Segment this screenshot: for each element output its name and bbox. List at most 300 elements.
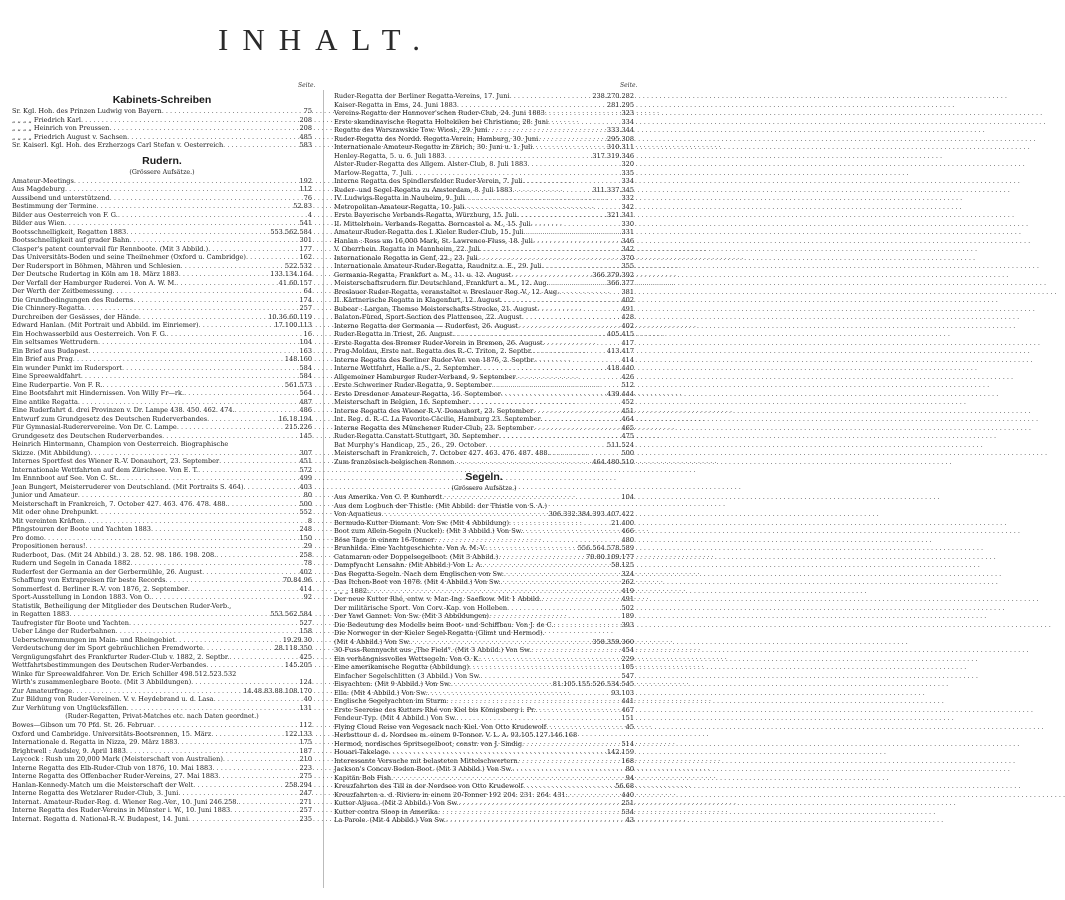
entry-page: 14.48.83.88.108.170 — [243, 686, 312, 695]
index-entry — [12, 355, 312, 364]
entry-page: 112 — [299, 185, 312, 193]
index-entry — [12, 287, 312, 296]
dot-leader — [451, 680, 551, 689]
entry-title: in Regatten 1883 — [12, 610, 70, 618]
entry-page: 486 — [299, 406, 312, 414]
dot-leader — [512, 186, 590, 195]
entry-title: Sport-Ausstellung in London 1883. Von O. — [12, 593, 152, 601]
dot-leader — [510, 92, 591, 101]
entry-page: 21.400 — [611, 518, 634, 527]
index-entry — [334, 152, 634, 161]
entry-page: 370 — [621, 253, 634, 262]
index-entry — [12, 815, 312, 824]
dot-leader — [102, 381, 282, 390]
entry-page: 541 — [299, 219, 312, 227]
dot-leader — [464, 203, 619, 212]
dot-leader — [127, 133, 297, 142]
entry-title: Rudern und Segeln in Canada 1882 — [12, 559, 131, 567]
entry-page: 151 — [621, 714, 634, 722]
entry-title: Der Werth der Zeitbemessung — [12, 287, 113, 295]
index-entry — [12, 491, 312, 500]
entry-title: La Parole. (Mit 4 Abbild.) Von Sw. — [334, 816, 446, 824]
entry-page: 133.134.164 — [270, 270, 312, 278]
dot-leader — [126, 747, 298, 756]
entry-page: 402 — [621, 296, 634, 304]
index-entry — [12, 661, 312, 670]
entry-page: 466 — [621, 527, 634, 535]
entry-page: 238.270.282 — [592, 92, 634, 100]
dot-leader — [133, 296, 297, 305]
entry-title: Bootsschnelligkeit auf grader Bahn — [12, 236, 130, 244]
dot-leader — [522, 313, 620, 322]
dot-leader — [535, 356, 619, 365]
entry-page: 405.415 — [606, 330, 634, 338]
entry-page: 414 — [621, 355, 634, 364]
entry-title: Interessante Versuche mit belasteten Mittelschwertern — [334, 756, 518, 765]
entry-page: 104 — [621, 493, 634, 501]
entry-title: Bilder aus Oesterreich von F. G. — [12, 210, 118, 219]
entry-title: Von Aquaticus — [334, 510, 382, 518]
index-entry — [12, 738, 312, 747]
entry-title: Herbsttour d. d. Nordsee m. einem 9-Tonner. V. L. A. 93.105.127.146.168 — [334, 731, 578, 739]
entry-title: Die Bedeutung des Modells beim Boot- und Schiffbau. Von J. de C. — [334, 620, 554, 629]
entry-title: Ueberschwemmungen im Main- und Rheingebiet — [12, 635, 176, 644]
index-entry — [334, 510, 634, 519]
dot-leader — [536, 706, 620, 715]
entry-title: Schaffung von Extrapreisen für beste Records — [12, 576, 166, 584]
entry-page: 70.84.96 — [282, 576, 312, 584]
entry-page: 572 — [299, 465, 312, 474]
entry-page: 94 — [625, 773, 634, 782]
index-entry — [12, 449, 312, 458]
entry-title: Internationale Regatta in Genf, 22., 23. Juli — [334, 253, 478, 262]
entry-page: 80 — [625, 765, 634, 773]
index-entry — [12, 602, 312, 611]
index-entry — [334, 553, 634, 562]
dot-leader — [74, 177, 298, 186]
entry-page: 258 — [299, 550, 312, 559]
index-entry — [334, 663, 634, 672]
entry-title: Pro domo — [12, 533, 44, 542]
dot-leader — [191, 678, 297, 687]
index-entry — [334, 92, 634, 101]
dot-leader — [151, 593, 301, 602]
entry-page: 335 — [621, 168, 634, 177]
index-entry — [12, 296, 312, 305]
dot-leader — [531, 220, 620, 229]
entry-title: Laycock : Rush um 20,000 Mark (Meisterschaft von Australien) — [12, 755, 223, 763]
dot-leader — [511, 271, 590, 280]
index-entry — [334, 774, 634, 783]
entry-title: Eine Ruderpartie. Von F. R. — [12, 380, 103, 389]
entry-title: Hanlan-Kennedy-Match um die Meisterschaft der Welt — [12, 780, 194, 789]
index-entry — [334, 638, 634, 647]
index-entry — [12, 593, 312, 602]
index-entry — [334, 782, 634, 791]
index-entry — [12, 304, 312, 313]
index-entry — [334, 502, 634, 511]
entry-page: 491 — [621, 595, 634, 603]
entry-title: Oxford und Cambridge. Universitäts-Bootsrennen, 15. März — [12, 729, 212, 738]
dot-leader — [501, 390, 605, 399]
index-entry — [334, 347, 634, 356]
entry-title: Ueber Länge der Ruderbahnen — [12, 627, 116, 635]
entry-page: 514 — [621, 739, 634, 748]
entry-page: 452 — [621, 398, 634, 406]
entry-page: 334 — [621, 177, 634, 185]
entry-title: Böse Tage in einem 16-Tonner — [334, 535, 435, 544]
entry-title: Interne Regatta des Berliner Ruder-Ver. von 1876, 2. Septbr. — [334, 355, 536, 364]
entry-title: Interne Regatta des Münchener Ruder-Club, 23. September — [334, 423, 534, 432]
dot-leader — [122, 364, 298, 373]
dot-leader — [175, 636, 281, 645]
index-entry — [334, 714, 634, 723]
entry-page: 29 — [303, 542, 312, 550]
index-entry — [12, 389, 312, 398]
entry-page: 75 — [303, 107, 312, 115]
entry-title: Wettfahrtsbestimmungen des Deutschen Ruder-Verbandes — [12, 661, 207, 669]
index-entry — [334, 186, 634, 195]
entry-page: 310.311 — [606, 143, 634, 151]
entry-page: 342 — [621, 245, 634, 253]
entry-title: Amateur-Ruder-Regatta des I. Kieler Ruder-Club, 15. Juli — [334, 228, 524, 236]
entry-page: 428 — [621, 313, 634, 321]
index-entry — [12, 687, 312, 696]
index-entry — [334, 160, 634, 169]
index-entry — [12, 474, 312, 483]
entry-page — [231, 602, 233, 611]
index-entry — [334, 313, 634, 322]
entry-page: 583 — [299, 141, 312, 149]
entry-page: 80 — [303, 491, 312, 499]
dot-leader — [523, 527, 620, 536]
entry-page: 324 — [621, 569, 634, 578]
entry-page: 229 — [621, 654, 634, 663]
dot-leader — [537, 305, 619, 314]
entry-page: 500 — [621, 449, 634, 457]
index-entry — [12, 124, 312, 133]
entry-title: Der militärische Sport. Von Corv.-Kap. von Holleben — [334, 603, 508, 612]
dot-leader — [545, 109, 620, 118]
index-entry — [334, 228, 634, 237]
index-entry — [12, 695, 312, 704]
dot-leader — [218, 772, 297, 781]
index-entry — [12, 704, 312, 713]
entry-page: 534 — [621, 807, 634, 816]
index-entry — [334, 203, 634, 212]
index-entry — [334, 731, 634, 740]
dot-leader — [442, 493, 619, 502]
entry-page: 257 — [299, 304, 312, 312]
entry-page: 58.125 — [611, 561, 634, 569]
dot-leader — [127, 704, 298, 713]
entry-page: 105 — [621, 663, 634, 671]
entry-title: Internat. Regatta d. National-R.-V. Budapest, 14. Juni — [12, 814, 189, 823]
dot-leader — [69, 610, 268, 619]
index-entry — [12, 789, 312, 798]
dot-leader — [129, 236, 297, 245]
entry-page: 564 — [299, 389, 312, 397]
entry-page: 262 — [621, 578, 634, 586]
dot-leader — [223, 755, 298, 764]
index-entry — [12, 636, 312, 645]
entry-title: Mit oder ohne Drehpunkt — [12, 508, 97, 516]
index-entry — [334, 330, 634, 339]
index-entry — [334, 493, 634, 502]
entry-title: Ruder- und Segel-Regatta zu Amsterdam, 8. Juli 1883 — [334, 185, 513, 194]
index-entry — [12, 381, 312, 390]
index-entry — [12, 364, 312, 373]
dot-leader — [369, 587, 619, 596]
entry-title: Dampfyacht Lensahn. (Mit Abbild.) Von L. A. — [334, 561, 483, 569]
index-entry — [334, 424, 634, 433]
dot-leader — [176, 279, 276, 288]
dot-leader — [211, 730, 283, 739]
entry-page: 81.105.155.526.534.545 — [552, 680, 634, 688]
index-entry — [12, 219, 312, 228]
regatta-note: (Ruder-Regatten, Privat-Matches etc. nach Daten geordnet.) — [65, 713, 259, 720]
dot-leader — [206, 661, 283, 670]
index-entry — [12, 133, 312, 142]
index-entry — [12, 398, 312, 407]
entry-title: Eine antike Regatta — [12, 397, 78, 406]
entry-page: 355 — [621, 262, 634, 270]
index-entry — [12, 347, 312, 356]
entry-page: 556.564.578.589 — [577, 544, 634, 552]
dot-leader — [109, 124, 297, 133]
index-entry — [334, 237, 634, 246]
index-entry — [12, 806, 312, 815]
entry-title: Internationale d. Regatta in Nizza, 29. März 1883 — [12, 738, 178, 746]
dot-leader — [98, 338, 297, 347]
entry-page: 426 — [621, 372, 634, 381]
dot-leader — [65, 185, 298, 194]
entry-page: 56.68 — [615, 782, 634, 790]
dot-leader — [78, 398, 298, 407]
entry-page: 19.29.30 — [282, 635, 312, 644]
index-entry — [334, 527, 634, 536]
dot-leader — [165, 576, 280, 585]
entry-title: „ „ „ „ Friedrich August v. Sachsen — [12, 132, 128, 141]
dot-leader — [410, 638, 590, 647]
index-entry — [12, 194, 312, 203]
index-entry — [334, 561, 634, 570]
entry-title: V. Oberrhein. Regatta in Mannheim, 22. Juli — [334, 245, 480, 253]
entry-page: 142.159 — [606, 748, 634, 756]
dot-leader — [434, 536, 619, 545]
entry-page: 52.83 — [293, 202, 312, 210]
index-entry — [12, 764, 312, 773]
index-entry — [334, 629, 634, 638]
dot-leader — [550, 449, 620, 458]
dot-leader — [78, 491, 302, 500]
dot-leader — [90, 449, 297, 458]
dot-leader — [542, 262, 620, 271]
entry-title: Internationale Wettfahrten auf dem Zürichsee. Von E. T. — [12, 465, 199, 474]
entry-title: Vergnügungsfahrt des Frankfurter Ruder-Club v. 1882, 2. Septbr. — [12, 652, 230, 661]
entry-title: Interne Wettfahrt, Halle a./S., 2. September — [334, 364, 480, 372]
index-entry — [334, 143, 634, 152]
entry-page: 553.562.584 — [270, 610, 312, 618]
entry-page: 112 — [299, 721, 312, 729]
index-entry — [334, 407, 634, 416]
entry-title: Taufregister für Boote und Yachten — [12, 618, 129, 627]
entry-title: Winke für Spreewaldfahrer. Von Dr. Erich Schiller 498.512.523.532 — [12, 669, 237, 678]
index-entry — [12, 781, 312, 790]
dot-leader — [517, 211, 605, 220]
dot-leader — [85, 542, 301, 551]
index-entry — [334, 177, 634, 186]
entry-title: Aus dem Logbuch der Thistle. (Mit Abbild. der Thistle von S. A.) — [334, 501, 548, 510]
entry-page: 175 — [299, 738, 312, 746]
index-entry — [334, 604, 634, 613]
entry-page: 323 — [621, 109, 634, 117]
entry-page: 333.344 — [606, 126, 634, 134]
dot-leader — [541, 595, 619, 604]
entry-title: Aussibend und unterstützend — [12, 193, 110, 202]
entry-title: Allgemeiner Hamburger Ruder-Verband, 9. September — [334, 372, 516, 381]
dot-leader — [500, 578, 619, 587]
dot-leader — [184, 389, 297, 398]
entry-page: 251 — [621, 799, 634, 807]
dot-leader — [480, 364, 605, 373]
dot-leader — [523, 782, 613, 791]
dot-leader — [438, 808, 620, 817]
entry-title: „ „ „ „ Friedrich Karl — [12, 115, 81, 124]
index-entry — [12, 253, 312, 262]
index-entry — [12, 185, 312, 194]
index-entry — [12, 721, 312, 730]
index-entry — [334, 808, 634, 817]
entry-page: 162 — [299, 253, 312, 261]
index-entry — [334, 118, 634, 127]
entry-title: Zum französisch-belgischen Rennen — [334, 457, 455, 466]
dot-leader — [531, 646, 619, 655]
right-column — [334, 92, 634, 825]
entry-title: Catamaran oder Doppelsegelboot. (Mit 3 Abbild.) — [334, 552, 499, 561]
entry-title: Clasper's patent countervail für Rennboote. (Mit 3 Abbild.) — [12, 244, 209, 253]
entry-title: Fendeur-Typ. (Mit 4 Abbild.) Von Sw. — [334, 714, 457, 722]
index-entry — [334, 595, 634, 604]
entry-page: 321.341 — [606, 211, 634, 219]
entry-page: 4 — [307, 210, 312, 219]
entry-page: 92 — [303, 593, 312, 601]
index-entry — [12, 372, 312, 381]
dot-leader — [478, 254, 620, 263]
dot-leader — [235, 406, 298, 415]
entry-page: 342 — [621, 202, 634, 211]
dot-leader — [110, 194, 302, 203]
entry-page: 223 — [299, 763, 312, 772]
entry-page: 104 — [299, 338, 312, 346]
index-entry — [12, 500, 312, 509]
entry-title: Ruder-Regatta Canstatt-Stuttgart, 30. September — [334, 432, 499, 440]
dot-leader — [481, 672, 620, 681]
entry-page: 381 — [621, 287, 634, 296]
dot-leader — [81, 372, 298, 381]
dot-leader — [73, 355, 283, 364]
dot-leader — [480, 655, 619, 664]
entry-title: Marlow-Regatta, 7. Juli — [334, 168, 412, 177]
entry-title: Aus Amerika. Von C. P. Kunhardt — [334, 493, 443, 501]
dot-leader — [167, 330, 302, 339]
entry-title: Sr. Kaiserl. Kgl. Hoh. des Erzherzogs Carl Stefan v. Oesterreich — [12, 141, 224, 149]
dot-leader — [216, 551, 297, 560]
entry-title: Propositionen heraus! — [12, 542, 86, 550]
dot-leader — [480, 245, 620, 254]
index-entry — [12, 330, 312, 339]
entry-title: Bermuda-Kutter Diamant. Von Sw. (Mit 4 Abbildung) — [334, 518, 510, 527]
index-entry — [334, 296, 634, 305]
index-entry — [12, 517, 312, 526]
entry-title: Entwurf zum Grundgesetz des Deutschen Ruderverbandes — [12, 414, 208, 423]
entry-title: Ella. (Mit 4 Abbild.) Von Sw. — [334, 688, 428, 697]
dot-leader — [504, 570, 620, 579]
dot-leader — [381, 510, 546, 519]
entry-page: 275 — [299, 772, 312, 780]
dot-leader — [553, 621, 619, 630]
entry-title: Das Universitäts-Boden und seine Theilnehmer (Oxford u. Cambridge) — [12, 253, 246, 261]
entry-title: IV. Ludwigs-Regatta in Nauheim, 9. Juli — [334, 194, 465, 202]
entry-page: 78 — [303, 559, 312, 567]
dot-leader — [230, 806, 297, 815]
index-entry — [12, 644, 312, 653]
entry-page: 512 — [621, 381, 634, 389]
entry-page: 502 — [621, 603, 634, 612]
index-entry — [12, 678, 312, 687]
entry-page: 439.444 — [606, 389, 634, 398]
entry-title: Ein Brief aus Prag — [12, 355, 73, 363]
index-entry — [334, 271, 634, 280]
index-entry — [12, 202, 312, 211]
dot-leader — [229, 653, 297, 662]
entry-title: Kutter contra Sloop in Amerika — [334, 807, 438, 816]
index-entry — [334, 816, 634, 825]
entry-title: Kreuzfahrten des Till in der Nordsee von Otto Krudewolf — [334, 782, 524, 790]
entry-page: 17.100.113 — [274, 321, 312, 329]
entry-title: Bowes—Gibson um 70 Pfd. St. 26. Februar — [12, 721, 154, 729]
entry-title: Ruder-Regatta der Berliner Regatta-Vereins, 17. Juni — [334, 92, 510, 100]
index-entry — [334, 458, 634, 467]
entry-page: 480 — [621, 535, 634, 544]
entry-page: 547 — [621, 671, 634, 680]
entry-title: „ „ „ 1882. — [334, 586, 370, 595]
seite-label-right: Seite. — [620, 82, 638, 89]
dot-leader — [457, 101, 605, 110]
entry-page: 295.308 — [606, 134, 634, 143]
entry-title: Eisyachten. (Mit 9 Abbild.) Von Sw. — [334, 680, 451, 688]
dot-leader — [469, 663, 620, 672]
entry-page: 187 — [299, 746, 312, 755]
index-entry — [12, 457, 312, 466]
entry-title: Flying Cloud Reise von Vegesack nach Kiel. Von Otto Krudewolf — [334, 722, 547, 731]
entry-title: Ein seltsames Wettrudern — [12, 338, 99, 346]
entry-page: 491 — [621, 304, 634, 313]
index-entry — [334, 279, 634, 288]
index-entry — [12, 228, 312, 237]
entry-title: Kutter Aljuca. (Mit 2 Abbild.) Von Sw. — [334, 799, 459, 807]
entry-title: Jean Bungert, Meisterruderer von Deutschland. (Mit Portraits S. 464) — [12, 482, 244, 491]
dot-leader — [193, 781, 283, 790]
entry-page: 248 — [299, 525, 312, 533]
entry-page: 403 — [299, 482, 312, 491]
entry-title: Mit vereinten Kräften — [12, 516, 85, 525]
entry-title: Meisterschaftsrudern für Deutschland, Frankfurt a. M., 12. Aug. — [334, 279, 549, 287]
index-entry — [334, 109, 634, 118]
entry-page: 208 — [299, 115, 312, 124]
index-entry — [334, 254, 634, 263]
entry-page: 561.573 — [284, 380, 312, 389]
